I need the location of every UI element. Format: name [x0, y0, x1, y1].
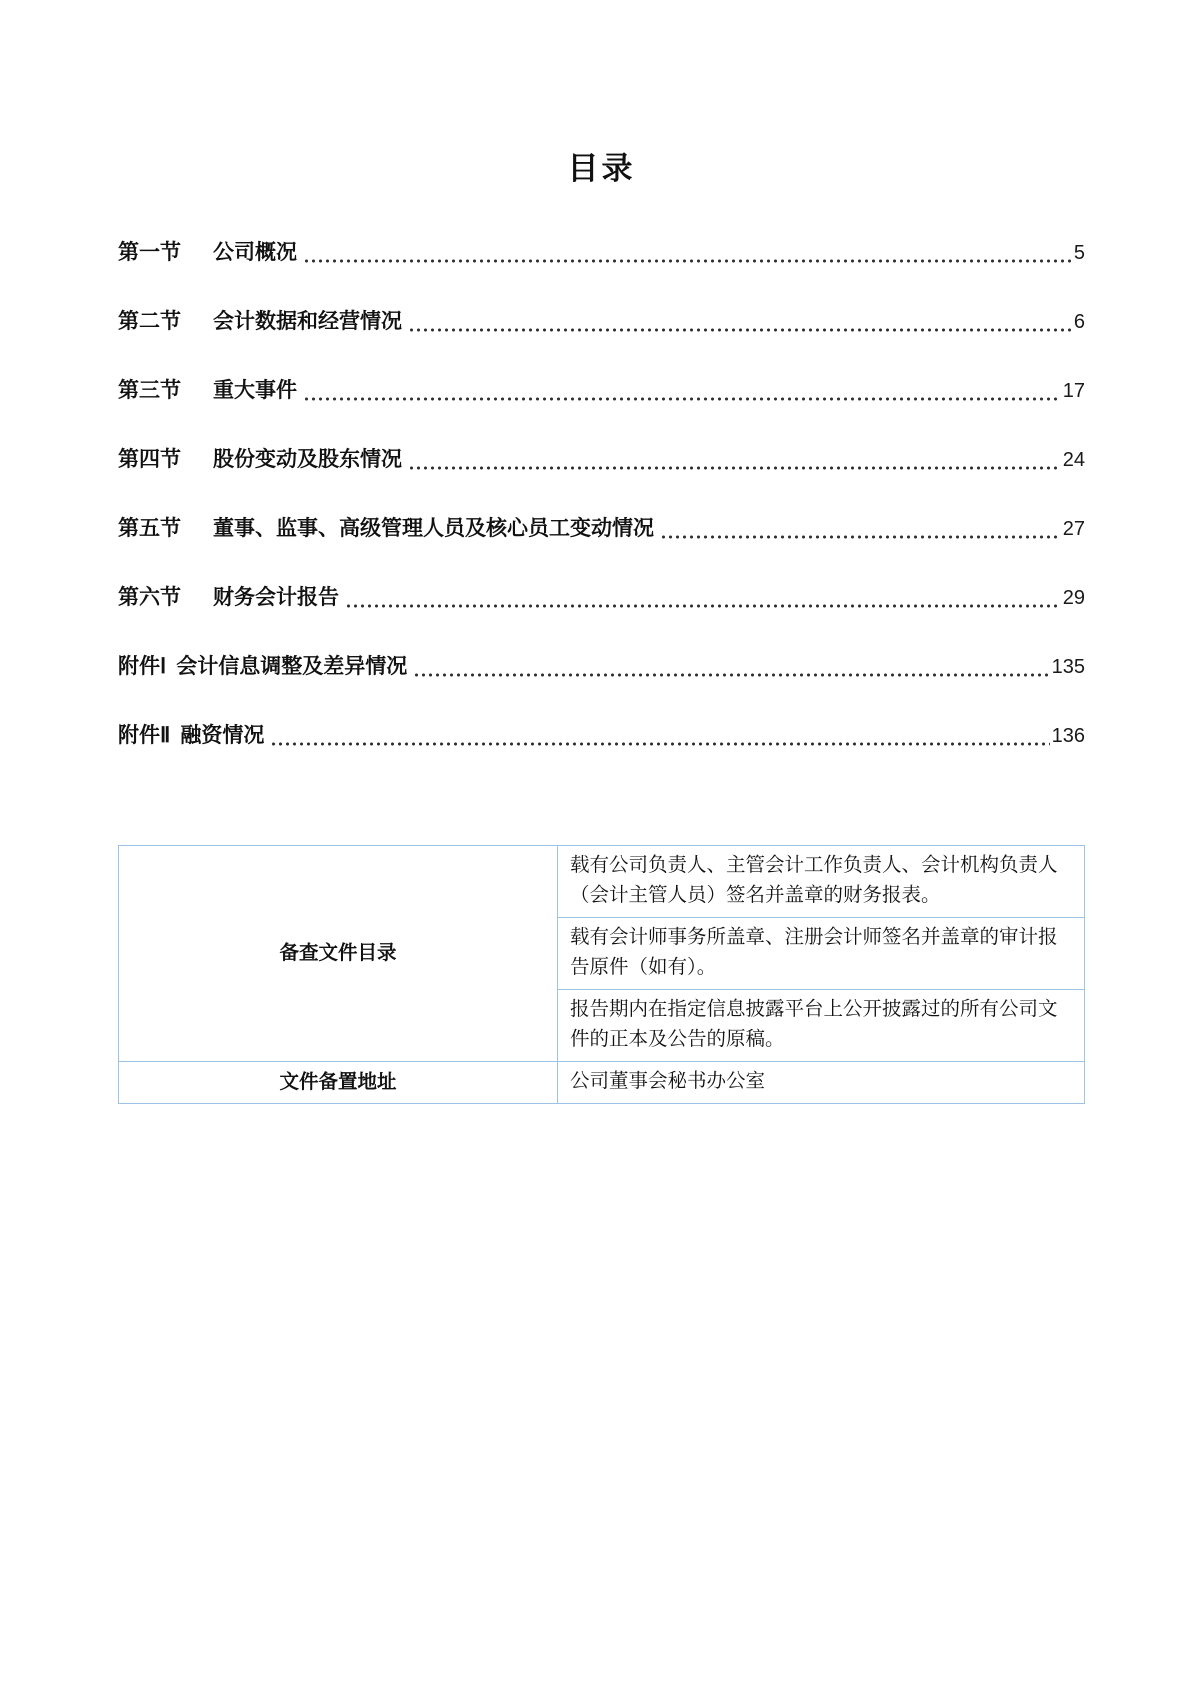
toc-entry-section-6[interactable]: [118, 585, 1085, 611]
toc-entry-section-3[interactable]: [118, 378, 1085, 404]
toc-entry-label: 第二节: [118, 310, 181, 333]
toc-entry-label: 第一节: [118, 241, 181, 264]
table-row: [119, 846, 1085, 918]
archive-documents-section: [118, 845, 1085, 1104]
toc-leader-dots: [303, 397, 1061, 401]
archive-documents-table: [118, 845, 1085, 1104]
toc-entry-appendix-2[interactable]: [118, 723, 1085, 749]
toc-leader-dots: [303, 259, 1072, 263]
toc-entry-title: 公司概况: [213, 241, 297, 264]
toc-page-number: 5: [1073, 242, 1085, 264]
toc-leader-dots: [345, 604, 1061, 608]
document-item-cell-audit-report: 载有会计师事务所盖章、注册会计师签名并盖章的审计报告原件（如有）。: [558, 918, 1085, 990]
toc-page-number: 136: [1051, 725, 1085, 747]
table-of-contents: [118, 240, 1085, 749]
toc-entry-label: 第四节: [118, 448, 181, 471]
toc-leader-dots: [660, 535, 1061, 539]
page-title: 目录: [567, 151, 636, 186]
toc-entry-label: 第五节: [118, 517, 181, 540]
toc-leader-dots: [270, 742, 1049, 746]
toc-entry-section-2[interactable]: [118, 309, 1085, 335]
toc-entry-title: 重大事件: [213, 379, 297, 402]
toc-page-number: 17: [1062, 380, 1085, 402]
toc-entry-label: 第六节: [118, 586, 181, 609]
toc-page-number: 135: [1051, 656, 1085, 678]
toc-entry-label: 第三节: [118, 379, 181, 402]
toc-page-number: 27: [1062, 518, 1085, 540]
toc-leader-dots: [413, 673, 1049, 677]
archive-address-label-cell: 文件备置地址: [119, 1062, 558, 1104]
toc-page-number: 6: [1073, 311, 1085, 333]
document-item-cell-disclosed-documents: 报告期内在指定信息披露平台上公开披露过的所有公司文件的正本及公告的原稿。: [558, 990, 1085, 1062]
toc-leader-dots: [408, 328, 1072, 332]
toc-entry-title: 董事、监事、高级管理人员及核心员工变动情况: [213, 517, 654, 540]
toc-entry-section-5[interactable]: [118, 516, 1085, 542]
archive-documents-header-cell: 备查文件目录: [119, 846, 558, 1062]
toc-page-number: 29: [1062, 587, 1085, 609]
toc-entry-section-4[interactable]: [118, 447, 1085, 473]
toc-entry-title: 股份变动及股东情况: [213, 448, 402, 471]
toc-entry-title: 会计数据和经营情况: [213, 310, 402, 333]
archive-address-value-cell: 公司董事会秘书办公室: [558, 1062, 1085, 1104]
toc-entry-label: 附件Ⅱ: [118, 724, 171, 747]
table-row: [119, 1062, 1085, 1104]
toc-entry-title: 财务会计报告: [213, 586, 339, 609]
document-item-cell-financial-statements: 载有公司负责人、主管会计工作负责人、会计机构负责人（会计主管人员）签名并盖章的财务报表。: [558, 846, 1085, 918]
toc-page-number: 24: [1062, 449, 1085, 471]
toc-entry-title: 融资情况: [180, 724, 265, 747]
toc-entry-appendix-1[interactable]: [118, 654, 1085, 680]
toc-leader-dots: [408, 466, 1061, 470]
toc-entry-section-1[interactable]: [118, 240, 1085, 266]
toc-entry-title: 会计信息调整及差异情况: [176, 655, 408, 678]
toc-entry-label: 附件Ⅰ: [118, 655, 167, 678]
